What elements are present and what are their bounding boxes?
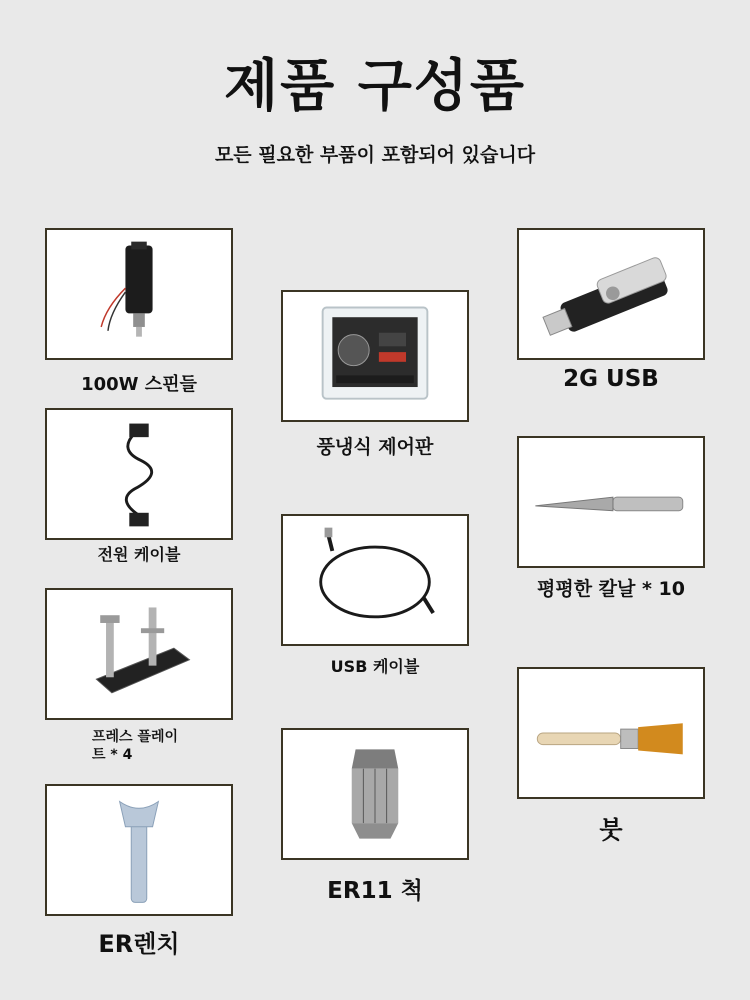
press-plate-card	[45, 588, 233, 720]
engraving-bits-card	[517, 436, 705, 568]
usb-drive-card	[517, 228, 705, 360]
power-cable-card	[45, 408, 233, 540]
spindle-card	[45, 228, 233, 360]
control-board-card	[281, 290, 469, 422]
engraving-bits-label: 평평한 칼날 * 10	[537, 578, 685, 600]
er-wrench-image	[47, 786, 231, 914]
press-plate-label-line2: 트 * 4	[92, 747, 133, 763]
control-board-label: 풍냉식 제어판	[316, 436, 434, 458]
usb-cable-label: USB 케이블	[330, 657, 420, 676]
engraving-bit-image	[519, 438, 703, 566]
er-wrench-label: ER렌치	[98, 930, 180, 958]
er11-chuck-label: ER11 척	[327, 878, 423, 904]
press-plate-label-line1: 프레스 플레이	[92, 729, 179, 745]
spindle-motor-image	[47, 230, 231, 358]
er11-chuck-image	[283, 730, 467, 858]
er-wrench-card	[45, 784, 233, 916]
control-board-image	[283, 292, 467, 420]
brush-card	[517, 667, 705, 799]
page-title: 제품 구성품	[224, 54, 526, 119]
press-plate-image	[47, 590, 231, 718]
usb-cable-card	[281, 514, 469, 646]
brush-image	[519, 669, 703, 797]
power-cable-label: 전원 케이블	[97, 545, 181, 564]
usb-drive-label: 2G USB	[563, 366, 659, 392]
page-subtitle: 모든 필요한 부품이 포함되어 있습니다	[214, 144, 536, 166]
brush-label: 붓	[599, 816, 623, 844]
spindle-label: 100W 스핀들	[81, 374, 197, 395]
usb-cable-image	[283, 516, 467, 644]
power-cable-image	[47, 410, 231, 538]
usb-drive-image	[519, 230, 703, 358]
er11-chuck-card	[281, 728, 469, 860]
